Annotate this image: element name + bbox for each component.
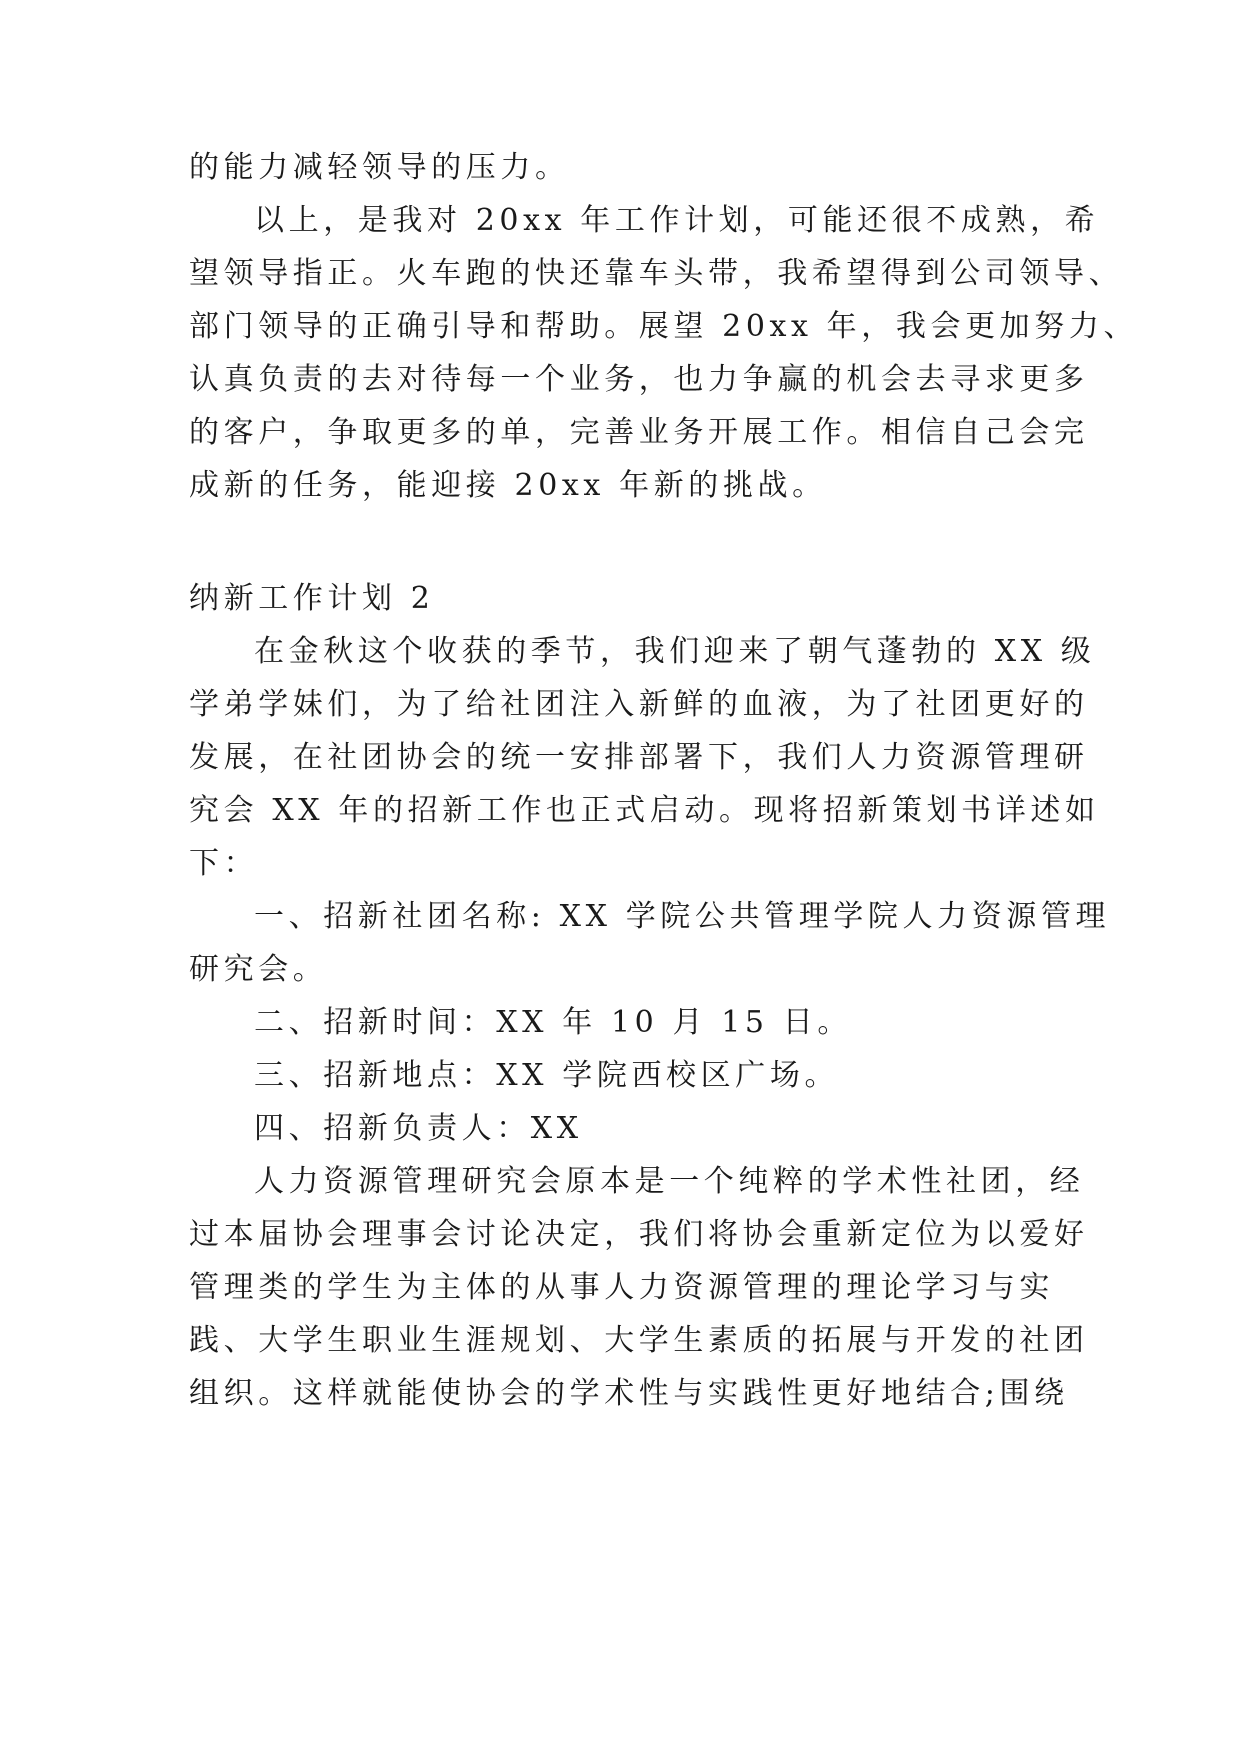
text-line: 一、招新社团名称: XX 学院公共管理学院人力资源管理 [254,899,1111,934]
text-line: 践、大学生职业生涯规划、大学生素质的拓展与开发的社团 [189,1323,1089,1358]
text-line: 组织。这样就能使协会的学术性与实践性更好地结合;围绕 [189,1376,1069,1411]
text-line: 成新的任务，能迎接 20xx 年新的挑战。 [189,468,827,503]
text-line: 在金秋这个收获的季节，我们迎来了朝气蓬勃的 XX 级 [254,634,1096,669]
text-line: 部门领导的正确引导和帮助。展望 20xx 年，我会更加努力、 [189,309,1139,344]
text-line: 的客户，争取更多的单，完善业务开展工作。相信自己会完 [189,415,1089,450]
text-line: 学弟学妹们，为了给社团注入新鲜的血液，为了社团更好的 [189,687,1089,722]
text-line: 研究会。 [189,952,328,987]
text-line: 望领导指正。火车跑的快还靠车头带，我希望得到公司领导、 [189,256,1124,291]
section-title: 纳新工作计划 2 [189,581,435,616]
text-line: 二、招新时间：XX 年 10 月 15 日。 [254,1005,852,1040]
text-line: 三、招新地点：XX 学院西校区广场。 [254,1058,840,1093]
text-line: 以上，是我对 20xx 年工作计划，可能还很不成熟，希 [254,203,1100,238]
text-line: 发展，在社团协会的统一安排部署下，我们人力资源管理研 [189,740,1089,775]
text-line: 认真负责的去对待每一个业务，也力争赢的机会去寻求更多 [189,362,1089,397]
text-line: 下： [189,846,259,881]
text-line: 人力资源管理研究会原本是一个纯粹的学术性社团，经 [254,1164,1085,1199]
text-line: 四、招新负责人：XX [254,1111,583,1146]
text-line: 管理类的学生为主体的从事人力资源管理的理论学习与实 [189,1270,1054,1305]
text-line: 过本届协会理事会讨论决定，我们将协会重新定位为以爱好 [189,1217,1089,1252]
text-line: 究会 XX 年的招新工作也正式启动。现将招新策划书详述如 [189,793,1100,828]
text-line: 的能力减轻领导的压力。 [189,150,570,185]
